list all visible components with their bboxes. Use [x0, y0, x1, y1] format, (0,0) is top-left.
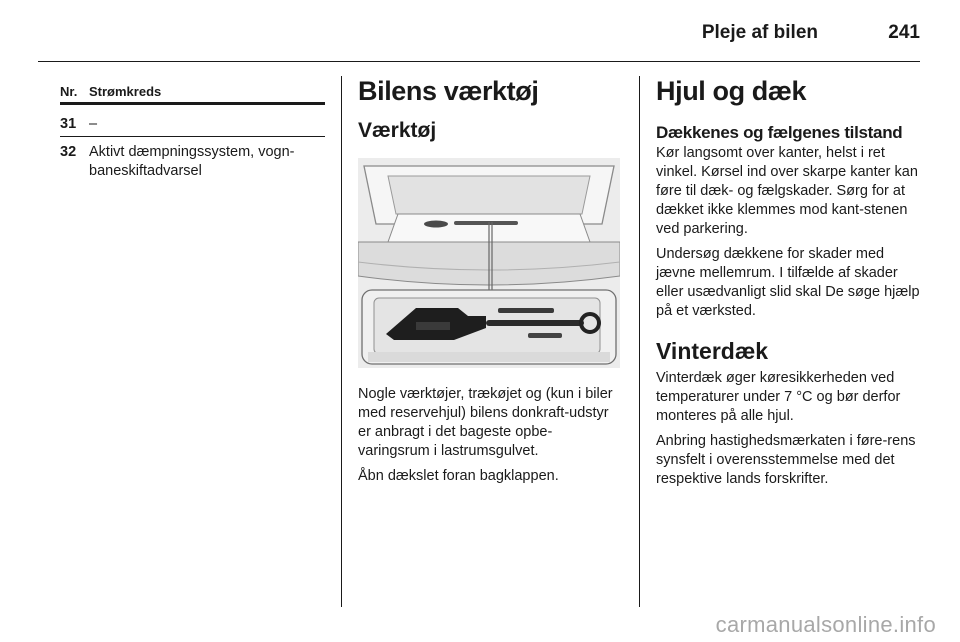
fuse-number: 31 — [60, 116, 77, 132]
tools-paragraph-1: Nogle værktøjer, trækøjet og (kun i biler med reservehjul) bilens donkraft-udstyr er anbragt i det bageste opbe-varingsrum i lastrumsgulvet. — [358, 386, 613, 459]
fuse-table — [60, 80, 325, 189]
fuse-number: 32 — [60, 144, 77, 160]
fuse-circuit: Aktivt dæmpningssystem, vogn-baneskiftadvarsel — [89, 144, 295, 179]
section-heading-wheels: Hjul og dæk — [656, 76, 807, 106]
header-rule — [38, 61, 920, 62]
page-number: 241 — [888, 22, 920, 43]
table-header-rule — [60, 102, 325, 105]
table-row — [60, 143, 325, 183]
header-title: Pleje af bilen — [701, 22, 818, 43]
column-divider-right — [639, 76, 640, 607]
header-nr: Nr. — [60, 83, 78, 99]
wheels-section — [656, 74, 922, 489]
section-heading-tools: Bilens værktøj — [358, 76, 539, 106]
trunk-tools-illustration — [358, 158, 620, 368]
column-divider-left — [341, 76, 342, 607]
section-heading-winter: Vinterdæk — [656, 338, 769, 364]
wheels-paragraph-2: Undersøg dækkene for skader med jævne mellemrum. I tilfælde af skader eller usædvanligt slid skal De søge hjælp på et værksted. — [656, 246, 920, 319]
wheels-paragraph-1: Kør langsomt over kanter, helst i ret vinkel. Kørsel ind over skarpe kanter kan føre til dæk- og fælgskader. Sørg for at dækket ikke klemmes mod kant-stenen ved parkering. — [656, 145, 918, 237]
winter-paragraph-1: Vinterdæk øger køresikkerheden ved temperaturer under 7 °C og bør derfor monteres på alle hjul. — [656, 370, 901, 424]
winter-paragraph-2: Anbring hastighedsmærkaten i føre-rens synsfelt i overensstemmelse med det respektive lands forskrifter. — [656, 433, 916, 487]
tools-paragraph-2: Åbn dækslet foran bagklappen. — [358, 468, 559, 484]
header-circuit: Strømkreds — [89, 83, 162, 99]
fuse-circuit: – — [89, 116, 98, 132]
tools-section — [358, 74, 623, 486]
table-header — [60, 80, 325, 102]
subheading-tools: Værktøj — [358, 119, 437, 142]
subheading-tyre-condition: Dækkenes og fælgenes tilstand — [656, 123, 903, 142]
table-row — [60, 115, 325, 137]
watermark: carmanualsonline.info — [715, 612, 936, 637]
